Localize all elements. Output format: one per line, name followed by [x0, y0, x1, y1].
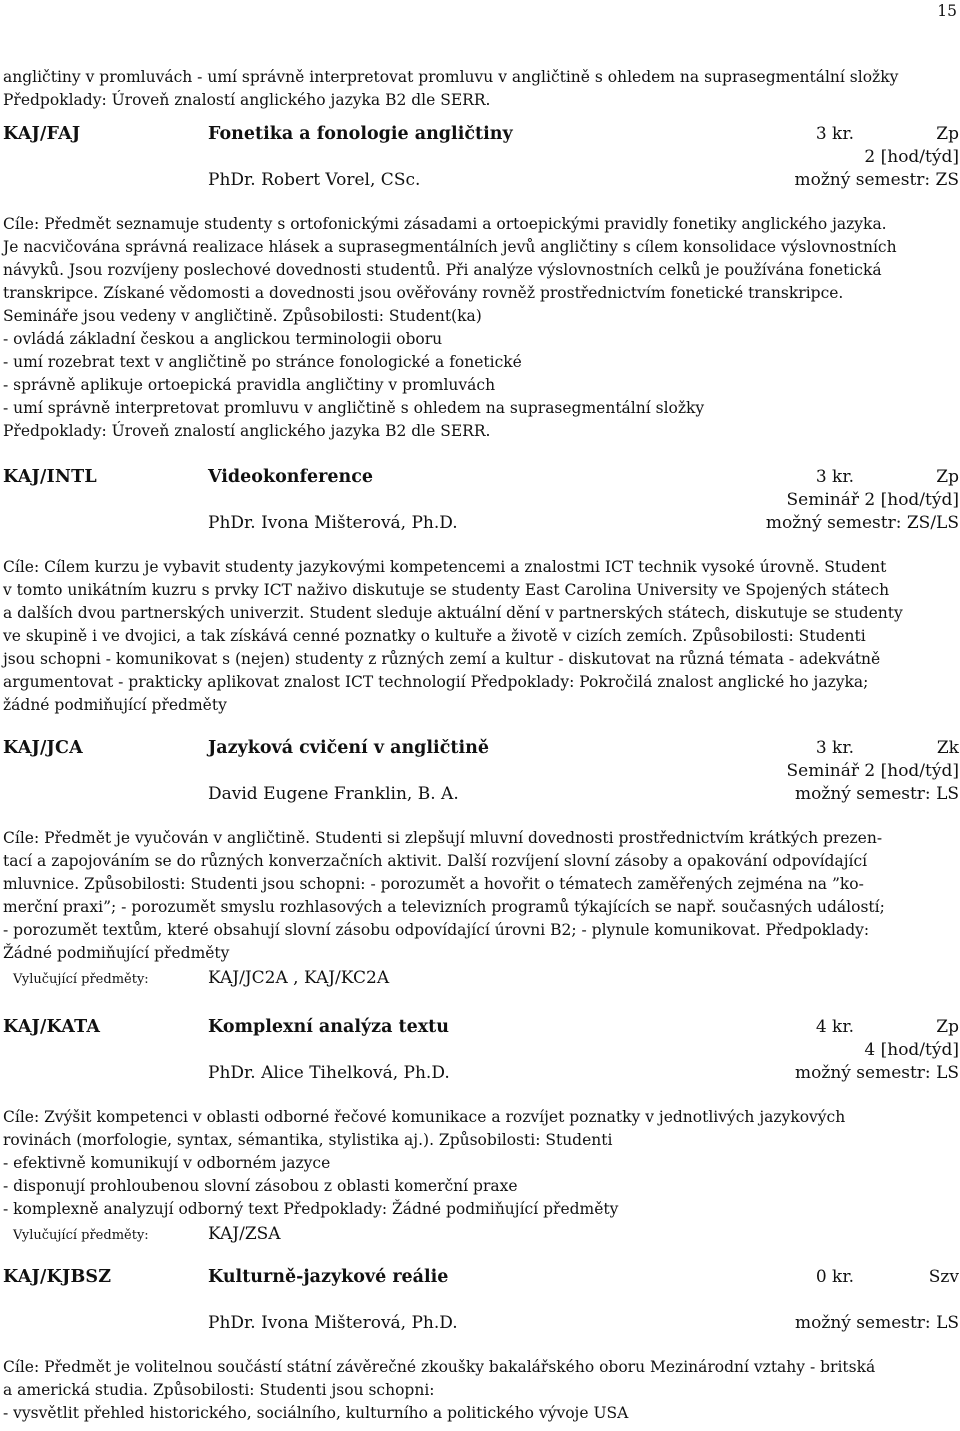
course-kaj-intl: [3, 467, 959, 717]
description-line: Cíle: Předmět seznamuje studenty s ortofonickými zásadami a ortoepickými pravidly fonetiky anglického jazyka.: [3, 215, 887, 233]
exclusive-label: Vylučující předměty:: [13, 972, 149, 987]
description-line: ve skupině i ve dvojici, a tak získává cenné poznatky o kultuře a životě v cizích zemích. Způsobilosti: Studenti: [3, 627, 866, 645]
course-kaj-jca: [3, 738, 959, 991]
course-header: [3, 738, 959, 808]
exclusive-courses: [3, 967, 959, 991]
course-credits: 3 kr.: [815, 467, 854, 487]
course-header: [3, 1017, 959, 1087]
course-completion: Zp: [936, 467, 959, 487]
description-line: Semináře jsou vedeny v angličtině. Způsobilosti: Student(ka): [3, 307, 482, 325]
description-line: - porozumět textům, které obsahují slovní zásobu odpovídající úrovni B2; - plynule komunikovat. Předpoklady:: [3, 921, 870, 939]
course-semester: možný semestr: LS: [795, 784, 959, 804]
description-line: - umí rozebrat text v angličtině po stránce fonologické a fonetické: [3, 353, 522, 371]
course-completion: Zp: [936, 1017, 959, 1037]
description-line: Předpoklady: Úroveň znalostí anglického jazyka B2 dle SERR.: [3, 422, 491, 440]
description-line: Je nacvičována správná realizace hlásek a suprasegmentálních jevů angličtiny s cílem konsolidace výslovnostních: [3, 238, 897, 256]
description-line: v tomto unikátním kuzru s prvky ICT naživo diskutuje se studenty East Carolina University ve Spojených státech: [3, 581, 890, 599]
description-line: - komplexně analyzují odborný text Předpoklady: Žádné podmiňující předměty: [3, 1200, 619, 1218]
course-title: Komplexní analýza textu: [208, 1017, 449, 1037]
course-description: [3, 1106, 959, 1221]
course-hours: 2 [hod/týd]: [864, 147, 959, 167]
course-code: KAJ/INTL: [3, 467, 97, 487]
course-title: Jazyková cvičení v angličtině: [208, 738, 489, 758]
course-semester: možný semestr: LS: [795, 1063, 959, 1083]
course-title: Videokonference: [208, 467, 374, 487]
description-line: - ovládá základní českou a anglickou terminologii oboru: [3, 330, 443, 348]
course-description: [3, 1356, 959, 1425]
course-code: KAJ/KATA: [3, 1017, 101, 1037]
description-line: - správně aplikuje ortoepická pravidla angličtiny v promluvách: [3, 376, 496, 394]
course-credits: 3 kr.: [815, 738, 854, 758]
page-number: 15: [937, 2, 957, 20]
description-line: žádné podmiňující předměty: [3, 696, 227, 714]
description-line: rovinách (morfologie, syntax, sémantika, stylistika aj.). Způsobilosti: Studenti: [3, 1131, 613, 1149]
description-line: Žádné podmiňující předměty: [3, 944, 230, 962]
description-line: tací a zapojováním se do různých konverzačních aktivit. Další rozvíjení slovní zásoby a opakování odpovídající: [3, 852, 868, 870]
description-line: - vysvětlit přehled historického, sociálního, kulturního a politického vývoje USA: [3, 1404, 629, 1422]
course-code: KAJ/KJBSZ: [3, 1267, 112, 1287]
course-description: [3, 213, 959, 443]
course-teacher: PhDr. Alice Tihelková, Ph.D.: [208, 1063, 450, 1083]
description-line: Cíle: Cílem kurzu je vybavit studenty jazykovými kompetencemi a znalostmi ICT technik vysoké úrovně. Student: [3, 558, 887, 576]
course-header: [3, 124, 959, 194]
course-hours: 4 [hod/týd]: [864, 1040, 959, 1060]
intro-line: Předpoklady: Úroveň znalostí anglického jazyka B2 dle SERR.: [3, 91, 491, 109]
course-teacher: PhDr. Robert Vorel, CSc.: [208, 170, 421, 190]
course-completion: Zk: [936, 738, 959, 758]
course-completion: Szv: [928, 1267, 959, 1287]
course-credits: 4 kr.: [815, 1017, 854, 1037]
description-line: argumentovat - prakticky aplikovat znalost ICT technologií Předpoklady: Pokročilá znalost anglické ho jazyka;: [3, 673, 869, 691]
description-line: - disponují prohloubenou slovní zásobou z oblasti komerční praxe: [3, 1177, 518, 1195]
exclusive-label: Vylučující předměty:: [13, 1228, 149, 1243]
exclusive-courses: [3, 1223, 959, 1247]
description-line: Cíle: Předmět je volitelnou součástí státní závěrečné zkoušky bakalářského oboru Mezinárodní vztahy - britská: [3, 1358, 876, 1376]
course-header: [3, 467, 959, 537]
course-teacher: David Eugene Franklin, B. A.: [208, 784, 459, 804]
exclusive-value: KAJ/JC2A , KAJ/KC2A: [208, 968, 390, 988]
description-line: návyků. Jsou rozvíjeny poslechové dovednosti studentů. Při analýze výslovnostních celků je používána fonetická: [3, 261, 882, 279]
exclusive-value: KAJ/ZSA: [208, 1224, 281, 1244]
description-line: mluvnice. Způsobilosti: Studenti jsou schopni: - porozumět a hovořit o tématech zaměřených zejména na ”ko-: [3, 875, 864, 893]
description-line: merční praxi”; - porozumět smyslu rozhlasových a televizních programů týkajících se např. současných událostí;: [3, 898, 885, 916]
course-title: Kulturně-jazykové reálie: [208, 1267, 449, 1287]
intro-line: angličtiny v promluvách - umí správně interpretovat promluvu v angličtině s ohledem na suprasegmentální složky: [3, 68, 899, 86]
course-completion: Zp: [936, 124, 959, 144]
course-header: [3, 1267, 959, 1337]
course-teacher: PhDr. Ivona Mišterová, Ph.D.: [208, 1313, 458, 1333]
description-line: a dalších dvou partnerských univerzit. Student sleduje aktuální dění v partnerských státech, diskutuje se studenty: [3, 604, 903, 622]
description-line: transkripce. Získané vědomosti a dovednosti jsou ověřovány rovněž prostřednictvím fonetické transkripce.: [3, 284, 844, 302]
course-credits: 0 kr.: [815, 1267, 854, 1287]
course-hours: Seminář 2 [hod/týd]: [786, 490, 959, 510]
description-line: Cíle: Zvýšit kompetenci v oblasti odborné řečové komunikace a rozvíjet poznatky v jednotlivých jazykových: [3, 1108, 846, 1126]
description-line: a americká studia. Způsobilosti: Studenti jsou schopni:: [3, 1381, 435, 1399]
description-line: Cíle: Předmět je vyučován v angličtině. Studenti si zlepšují mluvní dovednosti prostřednictvím krátkých prezen-: [3, 829, 883, 847]
course-code: KAJ/JCA: [3, 738, 83, 758]
course-code: KAJ/FAJ: [3, 124, 81, 144]
course-teacher: PhDr. Ivona Mišterová, Ph.D.: [208, 513, 458, 533]
course-title: Fonetika a fonologie angličtiny: [208, 124, 513, 144]
course-semester: možný semestr: ZS/LS: [765, 513, 959, 533]
description-line: jsou schopni - komunikovat s (nejen) studenty z různých zemí a kultur - diskutovat na různá témata - adekvátně: [3, 650, 881, 668]
course-credits: 3 kr.: [815, 124, 854, 144]
course-hours: Seminář 2 [hod/týd]: [786, 761, 959, 781]
intro-text: [3, 66, 959, 112]
course-description: [3, 556, 959, 717]
course-semester: možný semestr: LS: [795, 1313, 959, 1333]
course-semester: možný semestr: ZS: [794, 170, 959, 190]
course-kaj-kata: [3, 1017, 959, 1247]
course-kaj-kjbsz: [3, 1267, 959, 1425]
course-kaj-faj: [3, 124, 959, 443]
course-description: [3, 827, 959, 965]
description-line: - umí správně interpretovat promluvu v angličtině s ohledem na suprasegmentální složky: [3, 399, 705, 417]
description-line: - efektivně komunikují v odborném jazyce: [3, 1154, 331, 1172]
